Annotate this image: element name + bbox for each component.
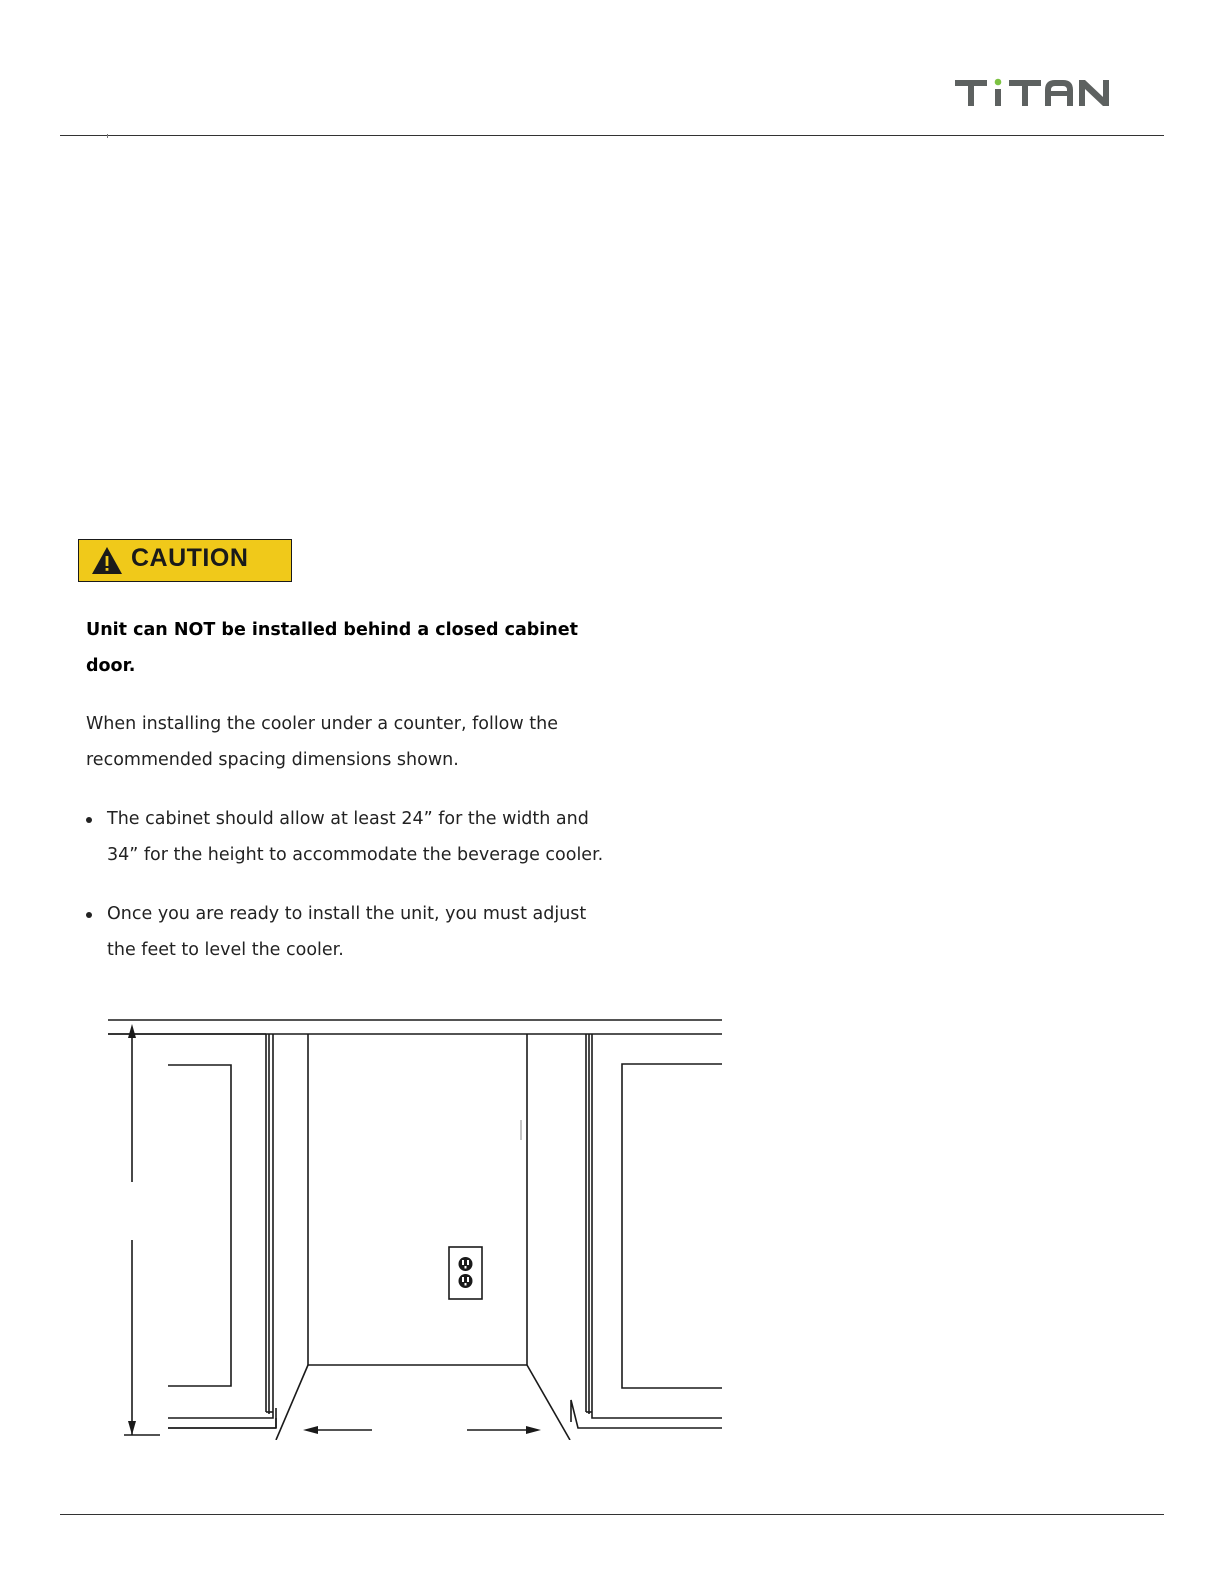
right-cabinet-door xyxy=(622,1064,722,1388)
header-tick-mark xyxy=(107,134,108,138)
list-item: Once you are ready to install the unit, you must adjust the feet to level the cooler. xyxy=(86,896,606,968)
cabinet-installation-diagram xyxy=(100,1010,725,1440)
caution-label: CAUTION xyxy=(131,544,249,572)
header-divider xyxy=(60,135,1164,136)
titan-logo xyxy=(955,76,1121,112)
list-item: The cabinet should allow at least 24” for the width and 34” for the height to accommodate the beverage cooler. xyxy=(86,801,606,873)
width-dimension-arrow-icon xyxy=(303,1426,541,1434)
instruction-list xyxy=(86,801,606,991)
logo-accent-dot xyxy=(995,79,1002,86)
caution-badge xyxy=(78,539,292,582)
left-cabinet-door xyxy=(168,1065,231,1386)
electrical-outlet-icon xyxy=(449,1247,482,1299)
warning-triangle-icon xyxy=(91,546,123,575)
installation-warning: Unit can NOT be installed behind a closed cabinet door. xyxy=(86,620,578,676)
height-dimension-arrow-icon xyxy=(124,1024,160,1435)
titan-logo-icon xyxy=(955,76,1121,108)
intro-paragraph: When installing the cooler under a counter, follow the recommended spacing dimensions shown. xyxy=(86,714,558,770)
footer-divider xyxy=(60,1514,1164,1515)
